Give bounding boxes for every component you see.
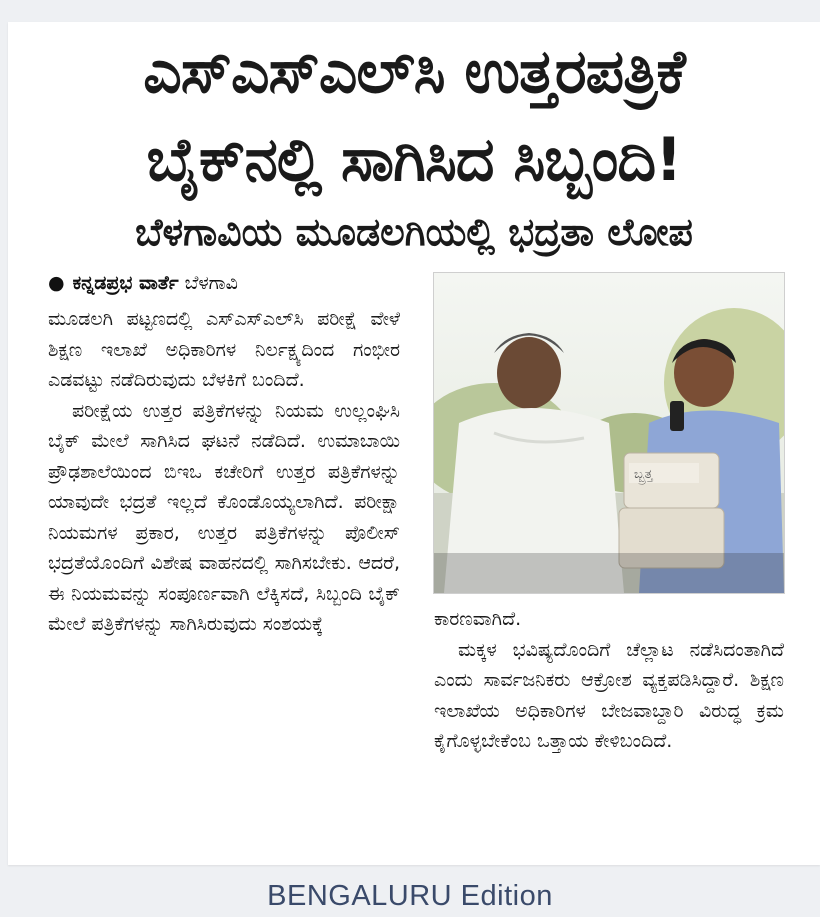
article-paragraph-3: ಮಕ್ಕಳ ಭವಿಷ್ಯದೊಂದಿಗೆ ಚೆಲ್ಲಾಟ ನಡೆಸಿದಂತಾಗಿದೆ ಎಂದು ಸಾರ್ವಜನಿಕರು ಆಕ್ರೋಶ ವ್ಯಕ್ತಪಡಿಸಿದ್ದಾರೆ. ಶಿಕ್ಷಣ ಇಲಾಖೆಯ ಅಧಿಕಾರಿಗಳ ಬೇಜವಾಬ್ದಾರಿ ವಿರುದ್ಧ ಕ್ರಮ ಕೈಗೊಳ್ಳಬೇಕೆಂಬ ಒತ್ತಾಯ ಕೇಳಿಬಂದಿದೆ. — [434, 638, 784, 752]
article-column-right — [434, 604, 784, 757]
subheadline: ಬೆಳಗಾವಿಯ ಮೂಡಲಗಿಯಲ್ಲಿ ಭದ್ರತಾ ಲೋಪ — [135, 210, 693, 254]
headline-line-2: ಬೈಕ್‌ನಲ್ಲಿ ಸಾಗಿಸಿದ ಸಿಬ್ಬಂದಿ! — [146, 125, 682, 195]
headline-line-1: ಎಸ್‌ಎಸ್‌ಎಲ್‌ಸಿ ಉತ್ತರಪತ್ರಿಕೆ — [143, 37, 685, 107]
bullet-icon: ● — [48, 272, 65, 294]
photo-illustration — [434, 273, 784, 593]
byline-agency: ಕನ್ನಡಪ್ರಭ ವಾರ್ತೆ — [72, 272, 179, 294]
news-photo — [433, 272, 785, 594]
article-paragraph-2: ಪರೀಕ್ಷೆಯ ಉತ್ತರ ಪತ್ರಿಕೆಗಳನ್ನು ನಿಯಮ ಉಲ್ಲಂಘಿಸಿ ಬೈಕ್ ಮೇಲೆ ಸಾಗಿಸಿದ ಘಟನೆ ನಡೆದಿದೆ. ಉಮಾಬಾಯಿ ಪ್ರೌಢಶಾಲೆಯಿಂದ ಬಿಇಒ ಕಚೇರಿಗೆ ಉತ್ತರ ಪತ್ರಿಕೆಗಳನ್ನು ಯಾವುದೇ ಭದ್ರತೆ ಇಲ್ಲದೆ ಕೊಂಡೊಯ್ಯಲಾಗಿದೆ. ಪರೀಕ್ಷಾ ನಿಯಮಗಳ ಪ್ರಕಾರ, ಉತ್ತರ ಪತ್ರಿಕೆಗಳನ್ನು ಪೊಲೀಸ್ ಭದ್ರತೆಯೊಂದಿಗೆ ವಿಶೇಷ ವಾಹನದಲ್ಲಿ ಸಾಗಿಸಬೇಕು. ಆದರೆ, ಈ ನಿಯಮವನ್ನು ಸಂಪೂರ್ಣವಾಗಿ ಲೆಕ್ಕಿಸದೆ, ಸಿಬ್ಬಂದಿ ಬೈಕ್ ಮೇಲೆ ಪತ್ರಿಕೆಗಳನ್ನು ಸಾಗಿಸಿರುವುದು ಸಂಶಯಕ್ಕೆ — [48, 399, 400, 635]
byline-place: ಬೆಳಗಾವಿ — [184, 272, 238, 294]
byline — [48, 268, 238, 298]
article-paragraph-2-continued: ಕಾರಣವಾಗಿದೆ. — [434, 608, 522, 630]
article-column-left — [48, 304, 400, 640]
packet-label: ಬ್ಬ್ರತ್ತ — [634, 467, 653, 482]
article-paragraph-1: ಮೂಡಲಗಿ ಪಟ್ಟಣದಲ್ಲಿ ಎಸ್‌ಎಸ್‌ಎಲ್‌ಸಿ ಪರೀಕ್ಷೆ ವೇಳೆ ಶಿಕ್ಷಣ ಇಲಾಖೆ ಅಧಿಕಾರಿಗಳ ನಿರ್ಲಕ್ಷ್ಯದಿಂದ ಗಂಭೀರ ಎಡವಟ್ಟು ನಡೆದಿರುವುದು ಬೆಳಕಿಗೆ ಬಂದಿದೆ. — [48, 308, 400, 391]
edition-label: BENGALURU Edition — [267, 880, 553, 912]
newspaper-clipping — [8, 22, 820, 865]
